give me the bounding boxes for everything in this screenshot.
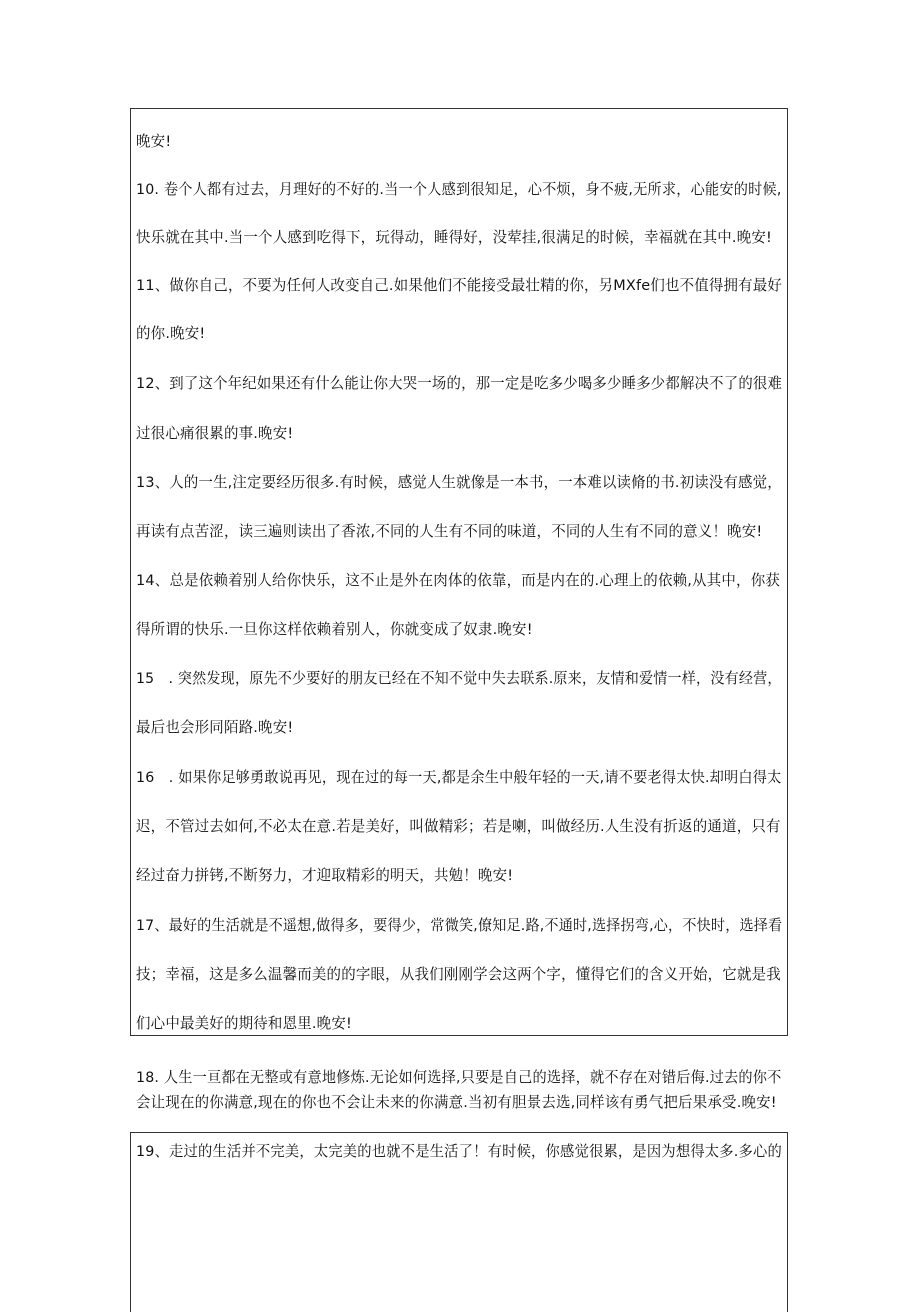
text-line: 19、走过的生活并不完美，太完美的也就不是生活了！有时候，你感觉很累，是因为想得太多.多心的 [136, 1143, 782, 1160]
text-line: 们心中最美好的期待和恩里.晚安! [136, 1015, 353, 1032]
text-line: 过很心痛很累的事.晚安! [136, 425, 294, 442]
text-line: 18. 人生一亘都在无整或有意地修炼.无论如何选择,只要是自己的选择，就不存在对错后侮.过去的你不 [136, 1069, 782, 1086]
text-line: 15 . 突然发现，原先不少要好的朋友已经在不知不觉中失去联系.原来，友情和爱情一样，没有经营， [136, 670, 782, 687]
text-line: 经过奋力拼铐,不断努力，才迎取精彩的明天，共勉！晚安! [136, 867, 514, 884]
text-line: 快乐就在其中.当一个人感到吃得下，玩得动，睡得好，没荤挂,很满足的时候，幸福就在其中.晚安! [136, 229, 773, 246]
text-line: 晚安! [136, 133, 172, 150]
text-line: 14、总是依赖着别人给你快乐，这不止是外在肉体的依靠，而是内在的.心理上的依赖,从其中，你获 [136, 572, 781, 589]
text-line: 会让现在的你满意,现在的你也不会让未来的你满意.当初有胆景去选,同样该有勇气把后果承受.晚安! [136, 1094, 777, 1111]
text-line: 最后也会形同陌路.晚安! [136, 719, 294, 736]
text-line: 迟，不管过去如何,不必太在意.若是美好，叫做精彩；若是喇，叫做经历.人生没有折返的通道，只有 [136, 818, 781, 835]
text-line: 17、最好的生活就是不遥想,做得多，要得少，常微笑,僚知足.路,不通时,选择拐弯,心，不快时，选择看 [136, 917, 783, 934]
text-line: 13、人的一生,注定要经历很多.有时候，感觉人生就像是一本书，一本难以读脩的书.初读没有感觉， [136, 474, 782, 491]
text-line: 的你.晚安! [136, 325, 206, 342]
text-line: 10. 卷个人都有过去，月理好的不好的.当一个人感到很知足，心不烦，身不疲,无所求，心能安的时候, [136, 181, 782, 198]
text-line: 技；幸福，这是多么温馨而美的的字眼，从我们刚刚学会这两个字，懂得它们的含义开始，它就是我 [136, 966, 781, 983]
text-line: 11、做你自己，不要为任何人改变自己.如果他们不能接受最壮精的你，另MXfe们也不值得拥有最好 [136, 277, 783, 294]
text-line: 得所谓的快乐.一旦你这样依赖着别人，你就变成了奴隶.晚安! [136, 621, 533, 638]
text-line: 再读有点苦涩，读三遍则读出了香浓,不同的人生有不同的味道，不同的人生有不同的意义！晚安! [136, 523, 763, 540]
text-line: 16 . 如果你足够勇敢说再见，现在过的每一天,都是余生中般年轻的一天,请不要老得太快.却明白得太 [136, 769, 782, 786]
text-line: 12、到了这个年纪如果还有什么能让你大哭一场的，那一定是吃多少喝多少睡多少都解决不了的很难 [136, 375, 783, 392]
